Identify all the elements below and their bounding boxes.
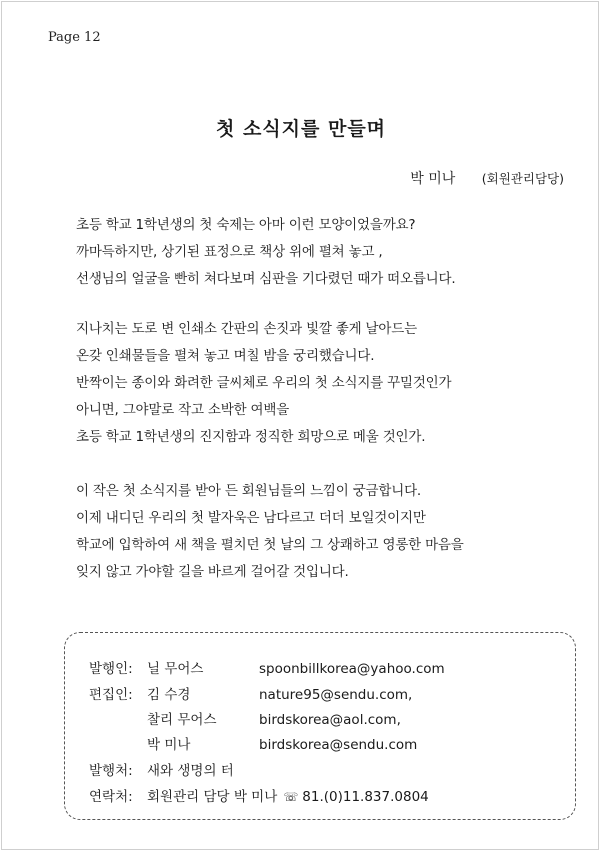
paragraph-line: 학교에 입학하여 새 책을 펼치던 첫 날의 그 상쾌하고 영롱한 마음을 xyxy=(76,537,464,553)
editor-email[interactable]: birdskorea@sendu.com xyxy=(259,737,418,753)
publisher-name: 닐 무어스 xyxy=(147,661,204,677)
phone-icon: ☏ xyxy=(283,790,299,804)
editor-row xyxy=(89,683,412,703)
paragraph-line: 잊지 않고 가야할 길을 바르게 걸어갈 것입니다. xyxy=(76,564,349,580)
issuer-name: 새와 생명의 터 xyxy=(147,763,234,779)
paragraph-2 xyxy=(76,316,451,451)
editor-name: 찰리 무어스 xyxy=(147,712,217,728)
author-role: (회원관리담당) xyxy=(481,171,564,186)
publisher-row xyxy=(89,657,445,677)
issuer-label: 발행처: xyxy=(89,763,133,779)
paragraph-line: 초등 학교 1학년생의 첫 숙제는 아마 이런 모양이었을까요? xyxy=(76,217,416,233)
contact-phone[interactable]: 81.(0)11.837.0804 xyxy=(302,789,429,805)
contact-label: 연락처: xyxy=(89,789,133,805)
paragraph-line: 온갖 인쇄물들을 펼쳐 놓고 며칠 밤을 궁리했습니다. xyxy=(76,348,375,364)
paragraph-line: 이제 내디딘 우리의 첫 발자욱은 남다르고 더더 보일것이지만 xyxy=(76,510,426,526)
page-title: 첫 소식지를 만들며 xyxy=(215,118,387,140)
paragraph-line: 선생님의 얼굴을 빤히 쳐다보며 심판을 기다렸던 때가 떠오릅니다. xyxy=(76,271,456,287)
publisher-label: 발행인: xyxy=(89,661,133,677)
editor-email[interactable]: birdskorea@aol.com, xyxy=(259,712,401,728)
paragraph-line: 반짝이는 종이와 화려한 글씨체로 우리의 첫 소식지를 꾸밀것인가 xyxy=(76,375,452,391)
paragraph-line: 지나치는 도로 변 인쇄소 간판의 손짓과 빛깔 좋게 날아드는 xyxy=(76,321,417,337)
page-number: Page 12 xyxy=(48,30,101,45)
contact-person: 회원관리 담당 박 미나 xyxy=(147,789,278,805)
editors-label: 편집인: xyxy=(89,687,133,703)
paragraph-line: 아니면, 그야말로 작고 소박한 여백을 xyxy=(76,402,290,418)
paragraph-line: 초등 학교 1학년생의 진지함과 정직한 희망으로 메울 것인가. xyxy=(76,429,426,445)
colophon-box xyxy=(64,632,576,820)
paragraph-3 xyxy=(76,478,464,586)
paragraph-1 xyxy=(76,212,455,293)
editor-email[interactable]: nature95@sendu.com, xyxy=(259,687,413,703)
author-name: 박 미나 xyxy=(410,171,456,187)
author-line xyxy=(410,168,564,188)
editor-row xyxy=(89,708,401,728)
paragraph-line: 까마득하지만, 상기된 표정으로 책상 위에 펼쳐 놓고 , xyxy=(76,244,383,260)
publisher-email[interactable]: spoonbillkorea@yahoo.com xyxy=(259,661,445,677)
editor-row xyxy=(89,733,417,753)
editor-name: 박 미나 xyxy=(147,737,191,753)
editor-name: 김 수경 xyxy=(147,687,191,703)
issuer-row xyxy=(89,759,234,779)
paragraph-line: 이 작은 첫 소식지를 받아 든 회원님들의 느낌이 궁금합니다. xyxy=(76,483,422,499)
contact-row xyxy=(89,785,429,805)
